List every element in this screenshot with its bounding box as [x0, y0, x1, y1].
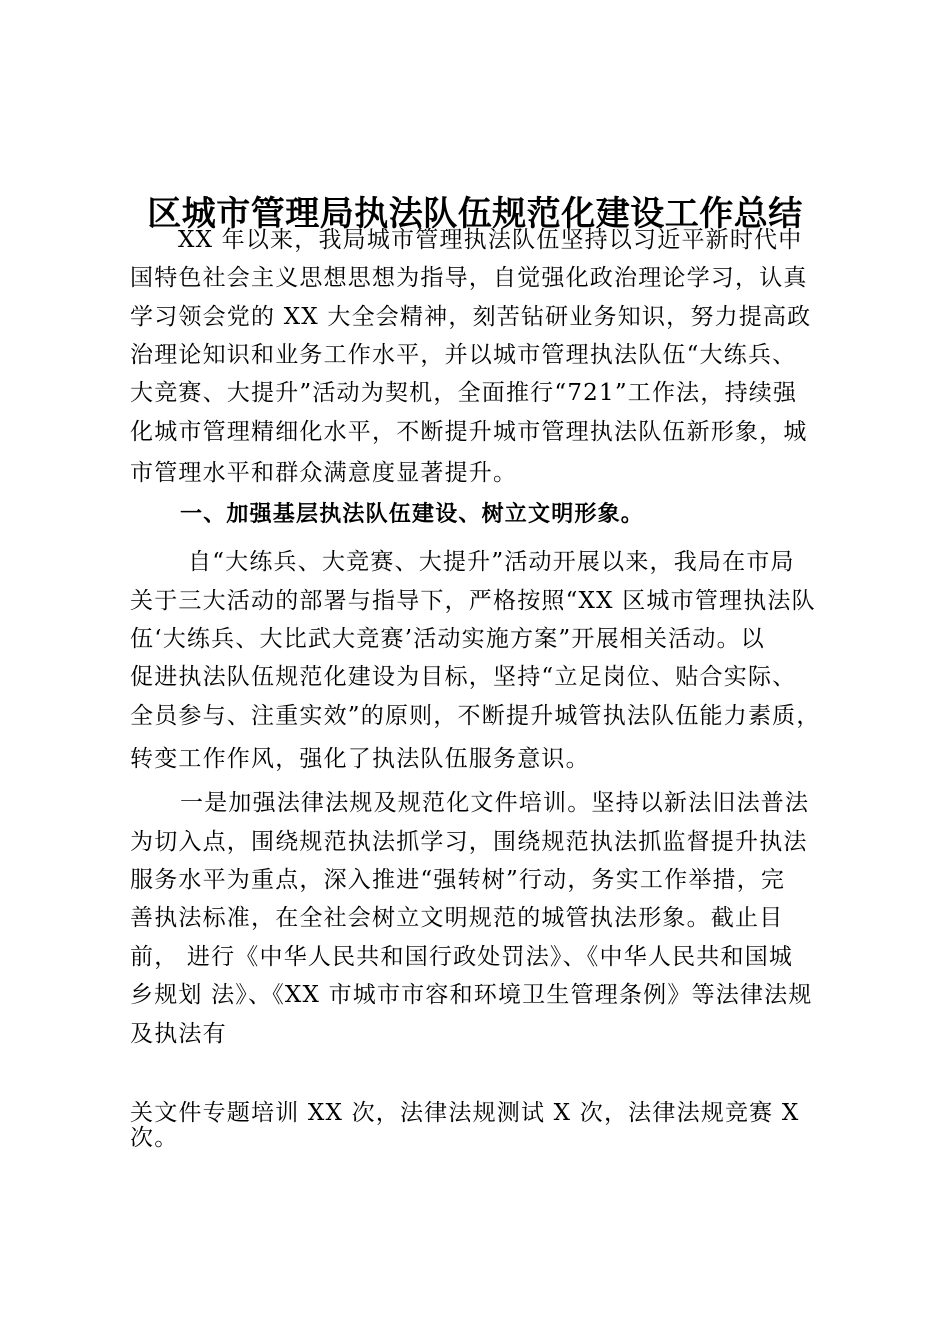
paragraph-3-line-7: 及执法有: [130, 1021, 227, 1047]
paragraph-1-line-3: 学习领会党的 XX 大全会精神，刻苦钻研业务知识，努力提高政: [130, 304, 812, 330]
paragraph-2-line-5: 全员参与、注重实效”的原则，不断提升城管执法队伍能力素质，: [130, 703, 821, 729]
document-title: 区城市管理局执法队伍规范化建设工作总结: [147, 194, 803, 234]
paragraph-3-line-6: 乡规划 法》、《XX 市城市市容和环境卫生管理条例》等法律法规: [130, 982, 813, 1008]
paragraph-2-line-6: 转变工作作风，强化了执法队伍服务意识。: [130, 746, 590, 772]
paragraph-2-line-1: 自“大练兵、大竞赛、大提升”活动开展以来，我局在市局: [188, 549, 795, 575]
paragraph-3-line-2: 为切入点，围绕规范执法抓学习，围绕规范执法抓监督提升执法: [130, 829, 808, 855]
paragraph-2-line-4: 促进执法队伍规范化建设为目标，坚持“立足岗位、贴合实际、: [130, 664, 797, 690]
paragraph-1-line-7: 市管理水平和群众满意度显著提升。: [130, 460, 518, 486]
paragraph-3-line-1: 一是加强法律法规及规范化文件培训。坚持以新法旧法普法: [180, 790, 810, 816]
paragraph-3-line-5: 前， 进行《中华人民共和国行政处罚法》、《中华人民共和国城: [130, 944, 794, 970]
paragraph-1-line-6: 化城市管理精细化水平，不断提升城市管理执法队伍新形象，城: [130, 419, 808, 445]
section-1-heading: 一、加强基层执法队伍建设、树立文明形象。: [180, 502, 645, 527]
paragraph-1-line-2: 国特色社会主义思想思想为指导，自觉强化政治理论学习，认真: [130, 265, 808, 291]
paragraph-2-line-2: 关于三大活动的部署与指导下，严格按照“XX 区城市管理执法队: [130, 588, 816, 614]
paragraph-3-line-4: 善执法标准，在全社会树立文明规范的城管执法形象。截止目: [130, 905, 784, 931]
paragraph-2-line-3: 伍‘大练兵、大比武大竞赛’活动实施方案”开展相关活动。以: [130, 626, 765, 652]
paragraph-1-line-4: 治理论知识和业务工作水平，并以城市管理执法队伍“大练兵、: [130, 342, 797, 368]
paragraph-1-line-1: XX 年以来，我局城市管理执法队伍坚持以习近平新时代中: [178, 227, 803, 253]
paragraph-3-line-8: 关文件专题培训 XX 次，法律法规测试 X 次，法律法规竞赛 X: [130, 1100, 800, 1126]
paragraph-3-line-3: 服务水平为重点，深入推进“强转树”行动，务实工作举措，完: [130, 867, 786, 893]
paragraph-1-line-5: 大竞赛、大提升”活动为契机，全面推行“721”工作法，持续强: [130, 380, 798, 406]
paragraph-3-line-9: 次。: [130, 1125, 179, 1151]
